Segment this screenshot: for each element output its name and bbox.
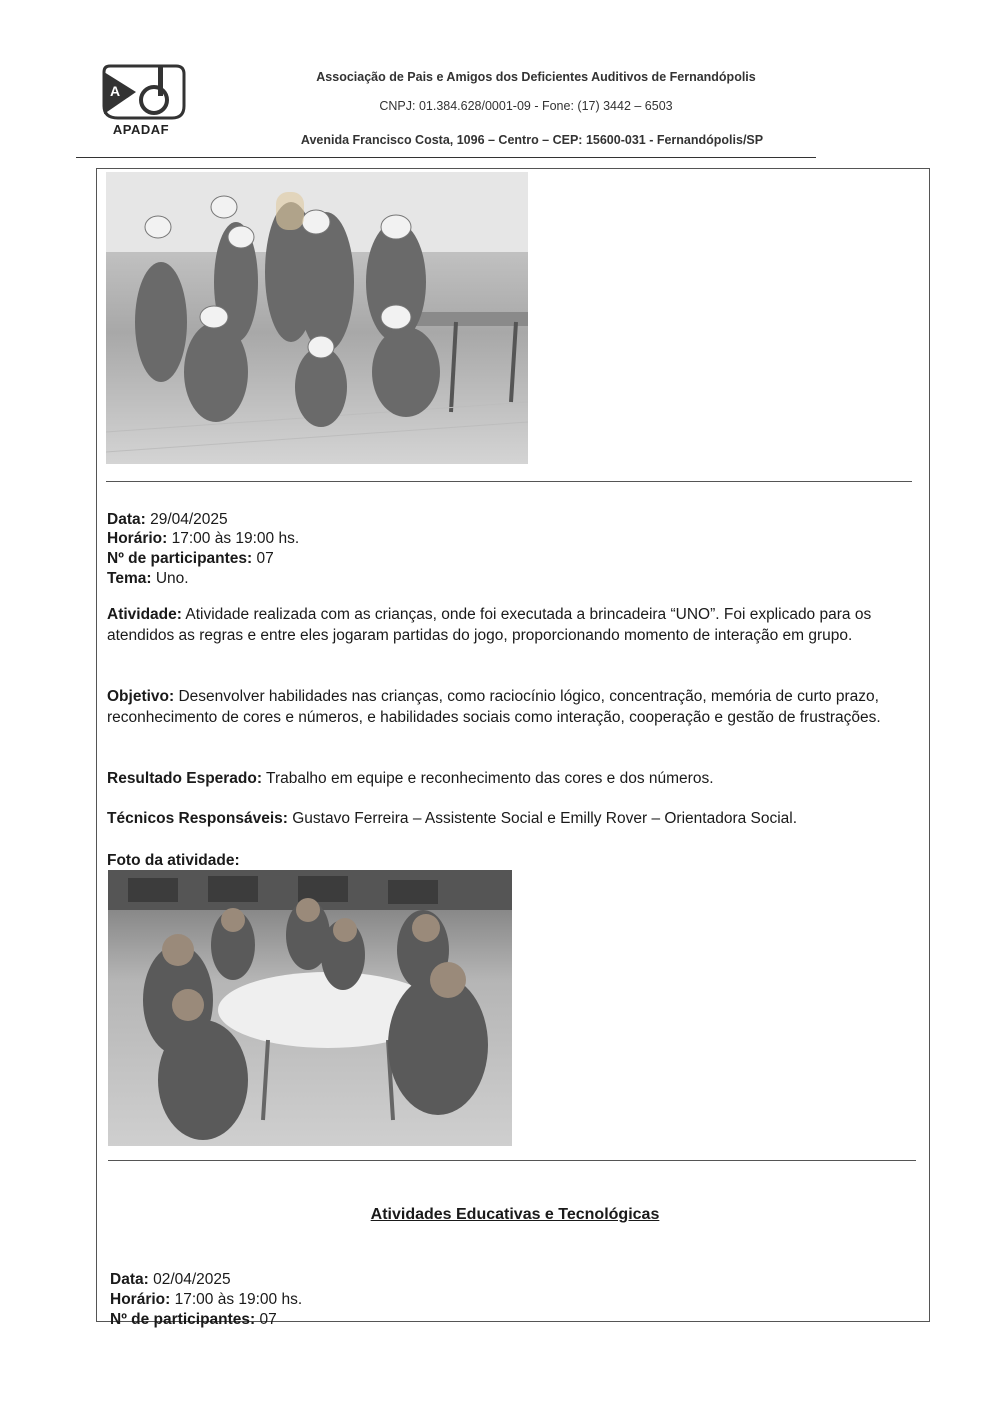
resultado-text: Trabalho em equipe e reconhecimento das cores e dos números.	[262, 770, 714, 787]
data-line	[107, 510, 228, 530]
atividade-paragraph	[107, 604, 922, 646]
data-value: 29/04/2025	[145, 511, 228, 528]
section2-participantes-label: Nº de participantes:	[110, 1311, 256, 1328]
objetivo-paragraph	[107, 686, 922, 728]
atividade-label: Atividade:	[107, 606, 182, 623]
horario-line	[107, 529, 299, 549]
org-address: Avenida Francisco Costa, 1096 – Centro – CEP: 15600-031 - Fernandópolis/SP	[300, 133, 764, 147]
horario-value: 17:00 às 19:00 hs.	[167, 530, 300, 547]
org-name: Associação de Pais e Amigos dos Deficientes Auditivos de Fernandópolis	[316, 70, 756, 84]
header-divider	[76, 157, 816, 158]
section2-data-line	[110, 1270, 231, 1290]
objetivo-label: Objetivo:	[107, 688, 175, 705]
objetivo-text: Desenvolver habilidades nas crianças, como raciocínio lógico, concentração, memória de curto prazo, reconhecimento de cores e números, e habilidades sociais como interação, cooperação e gestão de frustrações.	[107, 688, 881, 726]
resultado-label: Resultado Esperado:	[107, 770, 263, 787]
tecnicos-line	[107, 809, 797, 829]
tema-line	[107, 569, 189, 589]
section2-data-label: Data:	[110, 1271, 149, 1288]
section2-horario-line	[110, 1290, 302, 1310]
section2-horario-label: Horário:	[110, 1291, 171, 1308]
participantes-label: Nº de participantes:	[107, 550, 253, 567]
tecnicos-label: Técnicos Responsáveis:	[107, 810, 288, 827]
cnpj-phone: CNPJ: 01.384.628/0001-09 - Fone: (17) 3442 – 6503	[379, 99, 673, 113]
horario-label: Horário:	[107, 530, 168, 547]
section2-horario-value: 17:00 às 19:00 hs.	[170, 1291, 303, 1308]
section2-data-value: 02/04/2025	[148, 1271, 231, 1288]
tema-value: Uno.	[151, 570, 189, 587]
participantes-line	[107, 549, 274, 569]
foto-label: Foto da atividade:	[107, 852, 240, 869]
section-title: Atividades Educativas e Tecnológicas	[370, 1206, 660, 1223]
section2-participantes-value: 07	[255, 1311, 277, 1328]
participantes-value: 07	[252, 550, 274, 567]
resultado-line	[107, 769, 714, 789]
logo-text: APADAF	[112, 122, 170, 137]
section2-participantes-line	[110, 1310, 277, 1330]
foto-line	[107, 851, 240, 871]
group-photo-bunny-masks	[106, 172, 528, 464]
divider-1	[106, 481, 912, 482]
divider-2	[108, 1160, 916, 1161]
tema-label: Tema:	[107, 570, 152, 587]
tecnicos-text: Gustavo Ferreira – Assistente Social e Emilly Rover – Orientadora Social.	[287, 810, 798, 827]
svg-text:A: A	[110, 83, 121, 99]
uno-activity-photo	[108, 870, 512, 1146]
data-label: Data:	[107, 511, 146, 528]
atividade-text: Atividade realizada com as crianças, onde foi executada a brincadeira “UNO”. Foi explicado para os atendidos as regras e entre eles jogaram partidas do jogo, proporcionando momento de interação em grupo.	[107, 606, 872, 644]
